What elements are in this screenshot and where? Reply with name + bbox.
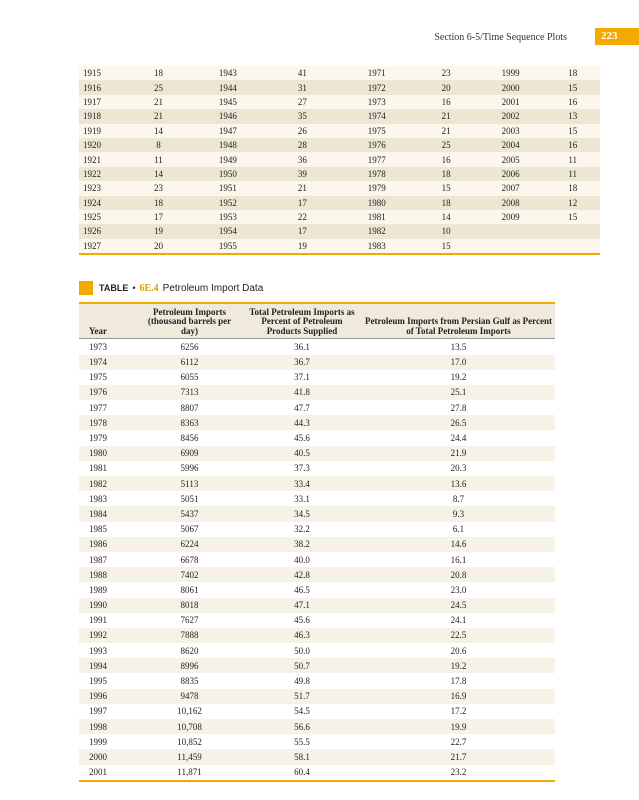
table-cell: 23.2: [450, 767, 467, 778]
table-row: [79, 567, 555, 582]
table-cell: 7627: [180, 615, 199, 626]
table-cell: 20: [153, 240, 163, 251]
table-cell: 1949: [218, 154, 237, 165]
table-cell: 16: [441, 96, 451, 107]
table-row: [79, 66, 600, 80]
table-cell: 10,162: [177, 706, 202, 717]
table-cell: 11: [568, 154, 578, 165]
table-cell: 19: [297, 240, 307, 251]
table-cell: 1985: [89, 524, 107, 535]
table-cell: 24.5: [362, 598, 555, 613]
table-cell: 22.5: [362, 628, 555, 643]
table-cell: 1923: [83, 183, 101, 194]
table-cell: 2006: [476, 167, 545, 181]
table-cell: 5113: [137, 476, 242, 491]
table-cell: 18: [416, 196, 476, 210]
caption-title: Petroleum Import Data: [162, 282, 264, 294]
table-cell: 31: [268, 80, 337, 94]
table-row: [79, 95, 600, 109]
table-cell: 1999: [501, 68, 520, 79]
table-cell: 1920: [79, 138, 129, 152]
table-cell: 1947: [218, 125, 237, 136]
table-cell: 8363: [137, 415, 242, 430]
table-row: [79, 643, 555, 658]
table-cell: 1998: [79, 719, 137, 734]
table-cell: 18: [416, 167, 476, 181]
table-cell: 1983: [89, 493, 107, 504]
table-cell: 46.5: [294, 584, 310, 595]
table-cell: 36.7: [242, 355, 362, 370]
table-cell: 21.9: [362, 446, 555, 461]
table-row: [79, 765, 555, 781]
table-cell: 11: [545, 167, 600, 181]
table-cell: 16: [441, 154, 451, 165]
table-row: [79, 719, 555, 734]
table-cell: 8620: [180, 645, 199, 656]
table-cell: 25: [416, 138, 476, 152]
table-cell: 1924: [79, 196, 129, 210]
table-cell: 1975: [89, 372, 107, 383]
table-cell: 7402: [137, 567, 242, 582]
table-cell: 23: [441, 68, 451, 79]
table-cell: [476, 239, 545, 254]
table-cell: 1978: [79, 415, 137, 430]
table-cell: 33.4: [242, 476, 362, 491]
header-row: [79, 303, 555, 339]
table-row: [79, 400, 555, 415]
table-cell: 22: [297, 212, 307, 223]
table-cell: 1950: [188, 167, 267, 181]
table-cell: 1946: [188, 109, 267, 123]
table-cell: 17: [153, 212, 163, 223]
table-cell: 1986: [79, 537, 137, 552]
table-cell: 2001: [501, 96, 520, 107]
table-row: [79, 658, 555, 673]
table-cell: 5051: [180, 493, 199, 504]
table-cell: 8018: [137, 598, 242, 613]
table-cell: 42.8: [242, 567, 362, 582]
table-cell: 1919: [83, 125, 101, 136]
table-cell: 8996: [137, 658, 242, 673]
table-cell: 14.6: [362, 537, 555, 552]
table-row: [79, 537, 555, 552]
table-row: [79, 476, 555, 491]
table-cell: 41.8: [242, 385, 362, 400]
table-cell: 19.9: [362, 719, 555, 734]
header-imports: Petroleum Imports (thousand barrels per day): [137, 303, 242, 339]
table-cell: 40.5: [242, 446, 362, 461]
table-cell: 27.8: [450, 402, 467, 413]
table-cell: 2009: [501, 212, 520, 223]
table-cell: 6055: [180, 372, 199, 383]
table-cell: 21: [297, 183, 307, 194]
table-cell: 1977: [89, 402, 107, 413]
table-cell: 11,459: [137, 749, 242, 764]
table-cell: 2001: [89, 767, 107, 778]
table-cell: 20.8: [362, 567, 555, 582]
table-cell: 21.7: [362, 749, 555, 764]
table-cell: 47.7: [294, 402, 310, 413]
table-cell: 1915: [83, 68, 101, 79]
table-cell: 1925: [83, 212, 101, 223]
table-cell: 1953: [218, 212, 237, 223]
table-cell: 9478: [137, 689, 242, 704]
table-caption: [79, 281, 263, 295]
table-row: [79, 167, 600, 181]
table-cell: 17.0: [362, 355, 555, 370]
table-cell: 1976: [337, 138, 416, 152]
table-row: [79, 628, 555, 643]
table-cell: 8.7: [452, 493, 465, 504]
table-cell: 1991: [89, 615, 107, 626]
table-row: [79, 461, 555, 476]
table-cell: 10: [416, 224, 476, 238]
table-row: [79, 152, 600, 166]
table-cell: 21: [153, 96, 163, 107]
table-cell: 1944: [188, 80, 267, 94]
table-cell: 46.3: [242, 628, 362, 643]
table-cell: 5067: [180, 524, 199, 535]
table-cell: 40.0: [294, 554, 310, 565]
table-cell: 1954: [188, 224, 267, 238]
table-cell: 1995: [89, 676, 107, 687]
table-cell: 18: [568, 68, 578, 79]
table-cell: 26: [297, 125, 307, 136]
table-cell: 1974: [79, 355, 137, 370]
table-cell: 1976: [79, 385, 137, 400]
table-cell: 7888: [137, 628, 242, 643]
table-cell: 1980: [337, 196, 416, 210]
table-cell: [476, 224, 545, 238]
table-cell: 1996: [79, 689, 137, 704]
table-row: [79, 415, 555, 430]
table-cell: 17.8: [450, 676, 467, 687]
table-cell: 1983: [367, 240, 386, 251]
table-row: [79, 109, 600, 123]
table-cell: 2005: [501, 154, 520, 165]
table-cell: 8: [129, 138, 189, 152]
table-row: [79, 552, 555, 567]
table-cell: 2004: [476, 138, 545, 152]
table-cell: 23.0: [450, 584, 467, 595]
table-cell: 23: [153, 183, 163, 194]
table-cell: [545, 224, 600, 238]
top-data-table: [79, 66, 600, 255]
table-cell: 2003: [501, 125, 520, 136]
table-cell: 22.7: [450, 736, 467, 747]
table-cell: 21: [129, 109, 189, 123]
table-cell: 1926: [79, 224, 129, 238]
caption-bullet: •: [132, 283, 136, 293]
table-cell: 16: [545, 138, 600, 152]
table-row: [79, 339, 555, 355]
table-cell: 5437: [137, 506, 242, 521]
table-cell: 19: [129, 224, 189, 238]
table-cell: 12: [545, 196, 600, 210]
running-head: Section 6-5/Time Sequence Plots: [434, 32, 567, 43]
table-cell: 51.7: [242, 689, 362, 704]
table-cell: 38.2: [242, 537, 362, 552]
table-row: [79, 673, 555, 688]
table-cell: 13: [545, 109, 600, 123]
table-cell: 17.2: [450, 706, 467, 717]
table-cell: 1999: [89, 736, 107, 747]
table-cell: 25.1: [362, 385, 555, 400]
table-cell: 36.1: [294, 341, 310, 352]
table-row: [79, 124, 600, 138]
table-row: [79, 582, 555, 597]
table-cell: 1973: [89, 341, 107, 352]
table-row: [79, 734, 555, 749]
table-cell: 1987: [89, 554, 107, 565]
table-cell: 1990: [79, 598, 137, 613]
table-cell: 13.5: [450, 341, 467, 352]
table-cell: 1952: [188, 196, 267, 210]
table-cell: 1921: [83, 154, 101, 165]
table-row: [79, 491, 555, 506]
table-cell: 1943: [218, 68, 237, 79]
table-row: [79, 239, 600, 254]
table-row: [79, 704, 555, 719]
table-cell: 1948: [188, 138, 267, 152]
table-cell: 1981: [367, 212, 386, 223]
table-row: [79, 598, 555, 613]
table-cell: 1927: [83, 240, 101, 251]
table-cell: 50.0: [294, 645, 310, 656]
table-cell: 49.8: [294, 676, 310, 687]
table-row: [79, 138, 600, 152]
caption-marker: [79, 281, 93, 295]
table-row: [79, 385, 555, 400]
page-number: 223: [595, 28, 639, 45]
table-row: [79, 224, 600, 238]
table-row: [79, 749, 555, 764]
table-cell: 14: [153, 125, 163, 136]
table-cell: 6.1: [452, 524, 465, 535]
table-cell: 11,871: [177, 767, 202, 778]
table-cell: 47.1: [242, 598, 362, 613]
table-cell: 33.1: [294, 493, 310, 504]
table-cell: [545, 239, 600, 254]
table-cell: 45.6: [294, 433, 310, 444]
table-cell: 1917: [83, 96, 101, 107]
table-cell: 8807: [180, 402, 199, 413]
table-cell: 1994: [79, 658, 137, 673]
table-cell: 18: [129, 196, 189, 210]
table-cell: 1978: [337, 167, 416, 181]
table-cell: 20: [416, 80, 476, 94]
table-cell: 15: [568, 125, 578, 136]
table-cell: 21: [441, 125, 451, 136]
table-cell: 1979: [367, 183, 386, 194]
table-cell: 6678: [180, 554, 199, 565]
table-cell: 16.1: [450, 554, 467, 565]
table-cell: 17: [268, 196, 337, 210]
table-cell: 15: [441, 183, 451, 194]
table-cell: 1988: [79, 567, 137, 582]
table-cell: 5996: [180, 463, 199, 474]
table-cell: 2007: [501, 183, 520, 194]
table-cell: 54.5: [294, 706, 310, 717]
table-cell: 1984: [79, 506, 137, 521]
table-cell: 14: [441, 212, 451, 223]
table-cell: 17: [268, 224, 337, 238]
table-row: [79, 196, 600, 210]
table-row: [79, 355, 555, 370]
table-cell: 16: [568, 96, 578, 107]
table-cell: 6112: [137, 355, 242, 370]
table-cell: 1916: [79, 80, 129, 94]
table-cell: 1918: [79, 109, 129, 123]
table-cell: 1979: [89, 433, 107, 444]
table-cell: 56.6: [242, 719, 362, 734]
table-cell: 44.3: [242, 415, 362, 430]
table-cell: 1977: [367, 154, 386, 165]
table-cell: 35: [268, 109, 337, 123]
table-cell: 37.3: [294, 463, 310, 474]
table-cell: 21: [416, 109, 476, 123]
table-cell: 7313: [137, 385, 242, 400]
table-cell: 45.6: [294, 615, 310, 626]
table-cell: 8835: [180, 676, 199, 687]
table-cell: 1973: [367, 96, 386, 107]
table-row: [79, 80, 600, 94]
table-cell: 34.5: [242, 506, 362, 521]
table-cell: 1982: [79, 476, 137, 491]
table-cell: 15: [545, 80, 600, 94]
table-cell: 13.6: [362, 476, 555, 491]
table-cell: 2008: [476, 196, 545, 210]
table-cell: 1992: [79, 628, 137, 643]
table-cell: 24.1: [450, 615, 467, 626]
table-cell: 1975: [367, 125, 386, 136]
table-cell: 60.4: [294, 767, 310, 778]
table-cell: 19.2: [450, 372, 467, 383]
table-cell: 10,708: [137, 719, 242, 734]
table-row: [79, 181, 600, 195]
table-cell: 2002: [476, 109, 545, 123]
header-persian-gulf: Petroleum Imports from Persian Gulf as Percent of Total Petroleum Imports: [362, 303, 555, 339]
table-cell: 55.5: [294, 736, 310, 747]
table-cell: 14: [129, 167, 189, 181]
table-cell: 18: [568, 183, 578, 194]
table-cell: 1981: [89, 463, 107, 474]
table-cell: 15: [568, 212, 578, 223]
table-cell: 1945: [218, 96, 237, 107]
table-cell: 2000: [476, 80, 545, 94]
table-cell: 1997: [89, 706, 107, 717]
table-cell: 24.4: [450, 433, 467, 444]
table-cell: 8456: [180, 433, 199, 444]
table-cell: 6909: [137, 446, 242, 461]
table-cell: 50.7: [242, 658, 362, 673]
table-cell: 1972: [337, 80, 416, 94]
table-cell: 16.9: [362, 689, 555, 704]
table-cell: 19.2: [362, 658, 555, 673]
table-cell: 8061: [180, 584, 199, 595]
table-row: [79, 522, 555, 537]
table-row: [79, 210, 600, 224]
table-cell: 1989: [89, 584, 107, 595]
table-cell: 9.3: [362, 506, 555, 521]
table-cell: 25: [129, 80, 189, 94]
table-row: [79, 506, 555, 521]
table-cell: 6224: [137, 537, 242, 552]
caption-number: 6E.4: [139, 282, 159, 294]
table-cell: 37.1: [294, 372, 310, 383]
header-year: Year: [79, 303, 137, 339]
table-cell: 28: [268, 138, 337, 152]
table-cell: 41: [297, 68, 307, 79]
table-cell: 39: [268, 167, 337, 181]
petroleum-import-table: [79, 302, 555, 782]
table-cell: 36: [297, 154, 307, 165]
table-cell: 15: [441, 240, 451, 251]
table-cell: 20.6: [450, 645, 467, 656]
table-cell: 1951: [218, 183, 237, 194]
table-cell: 58.1: [242, 749, 362, 764]
table-cell: 1971: [367, 68, 386, 79]
table-cell: 10,852: [177, 736, 202, 747]
table-cell: 1993: [89, 645, 107, 656]
table-row: [79, 370, 555, 385]
table-cell: 27: [297, 96, 307, 107]
table-row: [79, 430, 555, 445]
table-cell: 32.2: [294, 524, 310, 535]
table-row: [79, 689, 555, 704]
table-cell: 1955: [218, 240, 237, 251]
caption-label: TABLE: [99, 283, 129, 293]
table-row: [79, 446, 555, 461]
table-cell: 1980: [79, 446, 137, 461]
table-cell: 20.3: [450, 463, 467, 474]
table-cell: 11: [154, 154, 163, 165]
table-cell: 6256: [180, 341, 199, 352]
table-cell: 1922: [79, 167, 129, 181]
table-cell: 2000: [79, 749, 137, 764]
table-row: [79, 613, 555, 628]
table-cell: 18: [153, 68, 163, 79]
table-cell: 1982: [337, 224, 416, 238]
header-percent-supplied: Total Petroleum Imports as Percent of Petroleum Products Supplied: [242, 303, 362, 339]
table-cell: 1974: [337, 109, 416, 123]
table-cell: 26.5: [362, 415, 555, 430]
